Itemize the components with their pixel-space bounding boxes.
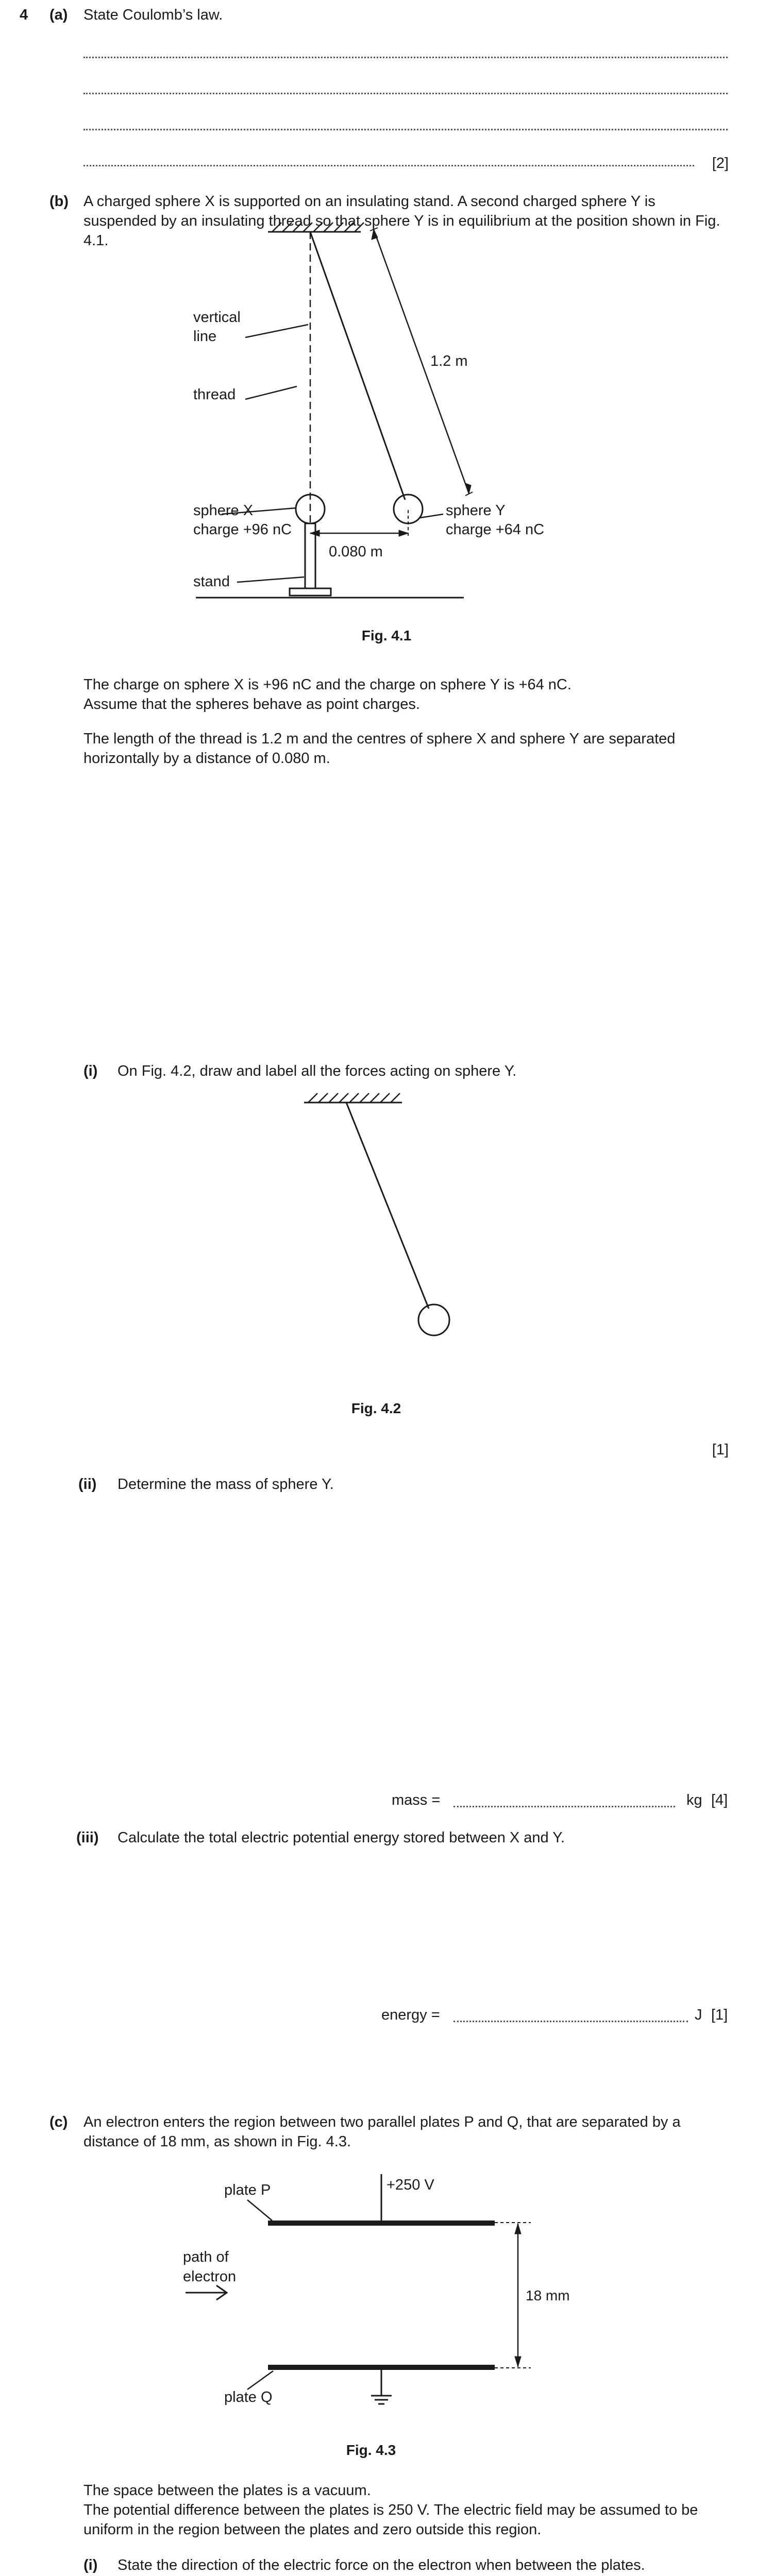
mass-answer-line[interactable] (453, 1806, 675, 1807)
part-b-i-label: (i) (83, 1063, 98, 1079)
part-b-ii-label: (ii) (78, 1476, 97, 1493)
ceiling-hatching (272, 223, 364, 232)
part-b-iii-marks: [1] (711, 2007, 728, 2023)
label-sphere-y: sphere Y (446, 502, 506, 519)
part-c-i-label: (i) (83, 2557, 98, 2573)
part-b-text-3: The length of the thread is 1.2 m and the centres of sphere X and sphere Y are separated horizontally by a distance of 0.080 m. (83, 731, 676, 767)
label-sphere-x: sphere X (193, 502, 254, 519)
thread-line (346, 1103, 429, 1309)
part-b-iii-prompt: Calculate the total electric potential energy stored between X and Y. (117, 1829, 565, 1846)
label-line: line (193, 328, 217, 345)
part-b-i-marks: [1] (712, 1442, 729, 1458)
label-plate-q: plate Q (224, 2389, 273, 2405)
mass-answer-label: mass = (392, 1792, 441, 1808)
fig-4-1-caption: Fig. 4.1 (361, 628, 412, 643)
plate-q (268, 2365, 495, 2370)
figure-4-1 (175, 222, 639, 618)
fig-4-2-caption: Fig. 4.2 (351, 1400, 401, 1416)
part-b-text-2: Assume that the spheres behave as point charges. (83, 696, 420, 713)
plate-p (268, 2221, 495, 2226)
part-a-prompt: State Coulomb’s law. (83, 7, 223, 23)
part-c-text-2: The potential difference between the plates is 250 V. The electric field may be assumed to be uniform in the region between the plates and zero outside this region. (83, 2502, 698, 2538)
label-separation: 0.080 m (329, 544, 383, 560)
energy-unit: J (695, 2007, 702, 2023)
label-voltage: +250 V (386, 2177, 434, 2193)
question-number: 4 (20, 7, 28, 23)
label-thread: thread (193, 386, 236, 403)
part-b-iii-label: (iii) (76, 1829, 99, 1846)
energy-answer-label: energy = (381, 2007, 440, 2023)
stand-base (290, 588, 331, 596)
part-c-i-prompt: State the direction of the electric force on the electron when between the plates. (117, 2557, 645, 2573)
label-stand: stand (193, 573, 230, 590)
part-c-text-1: The space between the plates is a vacuum. (83, 2482, 371, 2499)
mass-unit: kg (686, 1792, 702, 1808)
label-path-1: path of (183, 2249, 229, 2265)
part-c-label: (c) (49, 2114, 68, 2130)
sphere-y-circle (394, 495, 423, 523)
fig-4-3-caption: Fig. 4.3 (346, 2442, 396, 2458)
part-b-ii-prompt: Determine the mass of sphere Y. (117, 1476, 334, 1493)
answer-line-a-2[interactable] (83, 93, 728, 94)
figure-4-3 (175, 2159, 570, 2416)
part-a-marks: [2] (712, 155, 729, 172)
label-plate-p: plate P (224, 2182, 271, 2198)
part-b-ii-marks: [4] (711, 1792, 728, 1808)
label-path-2: electron (183, 2268, 237, 2285)
label-vertical: vertical (193, 309, 241, 326)
answer-line-a-1[interactable] (83, 57, 728, 58)
answer-line-a-4[interactable] (83, 165, 694, 166)
ceiling-hatching (308, 1093, 400, 1103)
energy-answer-line[interactable] (453, 2021, 688, 2022)
figure-4-2[interactable] (294, 1092, 469, 1340)
label-gap: 18 mm (526, 2287, 570, 2303)
part-b-intro: A charged sphere X is supported on an insulating stand. A second charged sphere Y is suspended by an insulating thread so that sphere Y is in equilibrium at the position shown in Fig. 4.1. (83, 193, 720, 249)
part-c-intro: An electron enters the region between two parallel plates P and Q, that are separated by a distance of 18 mm, as shown in Fig. 4.3. (83, 2114, 681, 2150)
part-b-label: (b) (49, 193, 69, 210)
label-charge-x: charge +96 nC (193, 521, 292, 538)
sphere-y-circle (418, 1304, 449, 1335)
part-a-label: (a) (49, 7, 68, 23)
thread-line (310, 232, 405, 500)
part-b-i-prompt: On Fig. 4.2, draw and label all the forces acting on sphere Y. (117, 1063, 517, 1079)
answer-line-a-3[interactable] (83, 129, 728, 130)
part-b-text-1: The charge on sphere X is +96 nC and the charge on sphere Y is +64 nC. (83, 676, 572, 693)
label-length: 1.2 m (430, 353, 468, 369)
label-charge-y: charge +64 nC (446, 521, 545, 538)
